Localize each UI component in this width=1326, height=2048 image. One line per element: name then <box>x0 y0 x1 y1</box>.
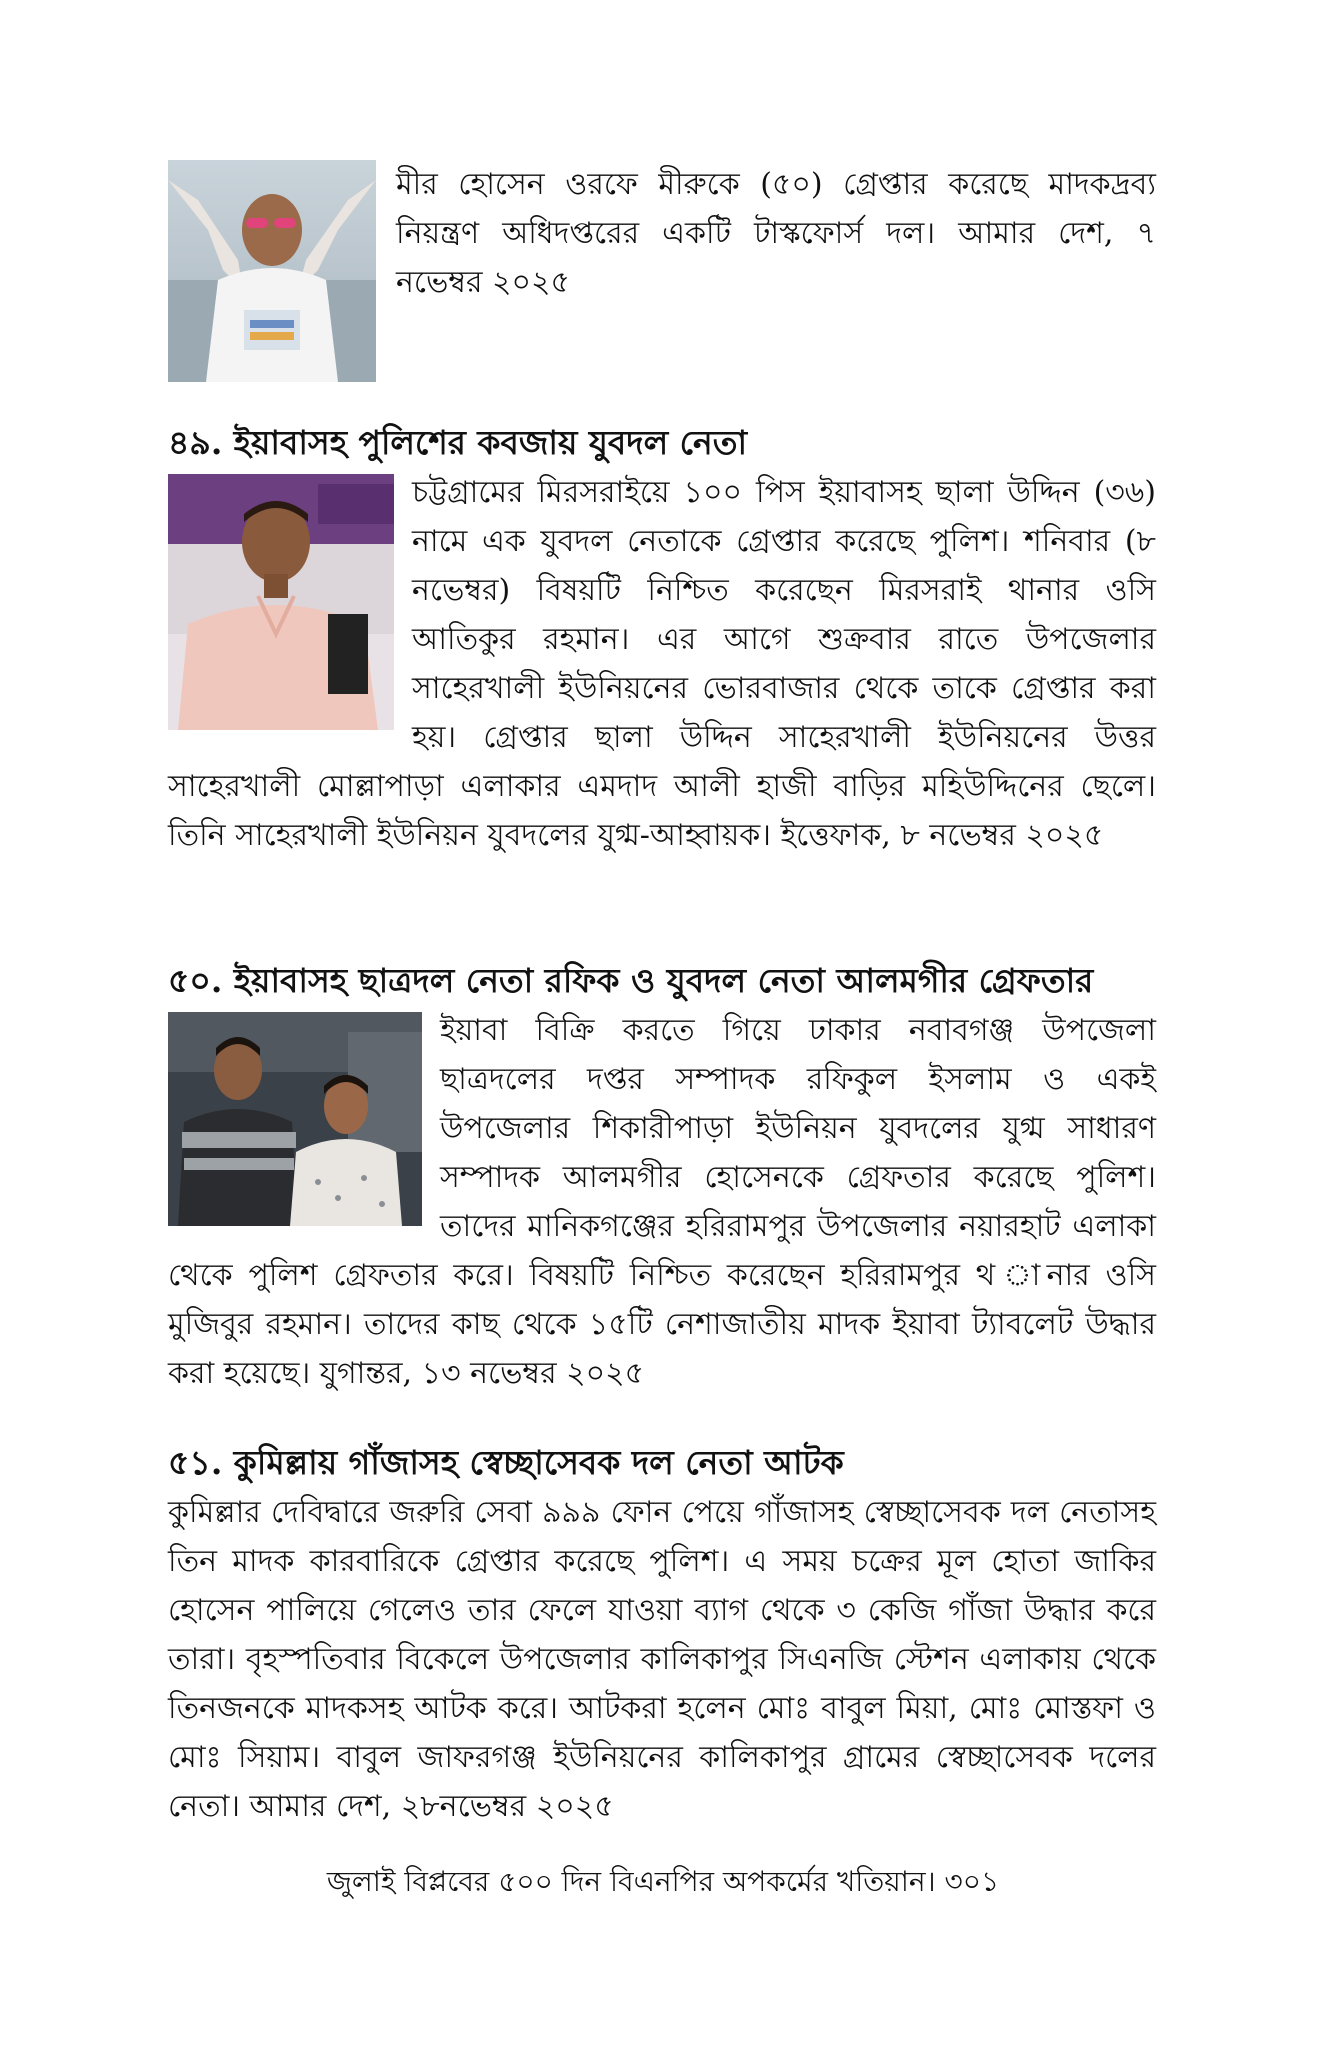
article-body: চট্টগ্রামের মিরসরাইয়ে ১০০ পিস ইয়াবাসহ ছালা উদ্দিন (৩৬) নামে এক যুবদল নেতাকে গ্রেপ্তার করেছে পুলিশ। শনিবার (৮ নভেম্বর) বিষয়টি নিশ্চিত করেছেন মিরসরাই থানার ওসি আতিকুর রহমান। এর আগে শুক্রবার রাতে উপজেলার সাহেরখালী ইউনিয়নের ভোরবাজার থেকে তাকে গ্রেপ্তার করা হয়। গ্রেপ্তার ছালা উদ্দিন সাহেরখালী ইউনিয়নের উত্তর সাহেরখালী মোল্লাপাড়া এলাকার এমদাদ আলী হাজী বাড়ির মহিউদ্দিনের ছেলে। তিনি সাহেরখালী ইউনিয়ন যুবদলের যুগ্ম-আহ্বায়ক। ইত্তেফাক, ৮ নভেম্বর ২০২৫ <box>168 475 1156 853</box>
article-51 <box>168 1440 1156 1831</box>
article-title: ৫০. ইয়াবাসহ ছাত্রদল নেতা রফিক ও যুবদল নেতা আলমগীর গ্রেফতার <box>168 961 1094 1000</box>
news-photo-youth-leader <box>168 474 394 730</box>
article-body: কুমিল্লার দেবিদ্বারে জরুরি সেবা ৯৯৯ ফোন পেয়ে গাঁজাসহ স্বেচ্ছাসেবক দল নেতাসহ তিন মাদক কারবারিকে গ্রেপ্তার করেছে পুলিশ। এ সময় চক্রের মূল হোতা জাকির হোসেন পালিয়ে গেলেও তার ফেলে যাওয়া ব্যাগ থেকে ৩ কেজি গাঁজা উদ্ধার করে তারা। বৃহস্পতিবার বিকেলে উপজেলার কালিকাপুর সিএনজি স্টেশন এলাকায় থেকে তিনজনকে মাদকসহ আটক করে। আটকরা হলেন মোঃ বাবুল মিয়া, মোঃ মোস্তফা ও মোঃ সিয়াম। বাবুল জাফরগঞ্জ ইউনিয়নের কালিকাপুর গ্রামের স্বেচ্ছাসেবক দলের নেতা। আমার দেশ, ২৮নভেম্বর ২০২৫ <box>168 1495 1156 1824</box>
photo-two-arrested <box>168 1012 422 1226</box>
article-title: ৪৯. ইয়াবাসহ পুলিশের কবজায় যুবদল নেতা <box>168 423 748 462</box>
intro-section <box>168 160 1156 388</box>
article-49 <box>168 420 1156 860</box>
news-photo-man-beach <box>168 160 376 382</box>
photo-youth-leader <box>168 474 394 730</box>
article-50 <box>168 958 1156 1398</box>
article-title: ৫১. কুমিল্লায় গাঁজাসহ স্বেচ্ছাসেবক দল নেতা আটক <box>168 1443 844 1482</box>
page-footer: জুলাই বিপ্লবের ৫০০ দিন বিএনপির অপকর্মের খতিয়ান। ৩০১ <box>326 1865 1000 1898</box>
photo-man-beach <box>168 160 376 382</box>
news-photo-two-arrested <box>168 1012 422 1226</box>
article-body: ইয়াবা বিক্রি করতে গিয়ে ঢাকার নবাবগঞ্জ উপজেলা ছাত্রদলের দপ্তর সম্পাদক রফিকুল ইসলাম ও একই উপজেলার শিকারীপাড়া ইউনিয়ন যুবদলের যুগ্ম সাধারণ সম্পাদক আলমগীর হোসেনকে গ্রেফতার করেছে পুলিশ। তাদের মানিকগঞ্জের হরিরামপুর উপজেলার নয়ারহাট এলাকা থেকে পুলিশ গ্রেফতার করে। বিষয়টি নিশ্চিত করেছেন হরিরামপুর থ ানার ওসি মুজিবুর রহমান। তাদের কাছ থেকে ১৫টি নেশাজাতীয় মাদক ইয়াবা ট্যাবলেট উদ্ধার করা হয়েছে। যুগান্তর, ১৩ নভেম্বর ২০২৫ <box>168 1013 1156 1391</box>
intro-paragraph: মীর হোসেন ওরফে মীরুকে (৫০) গ্রেপ্তার করেছে মাদকদ্রব্য নিয়ন্ত্রণ অধিদপ্তরের একটি টাস্কফোর্স দল। আমার দেশ, ৭ নভেম্বর ২০২৫ <box>396 167 1156 300</box>
